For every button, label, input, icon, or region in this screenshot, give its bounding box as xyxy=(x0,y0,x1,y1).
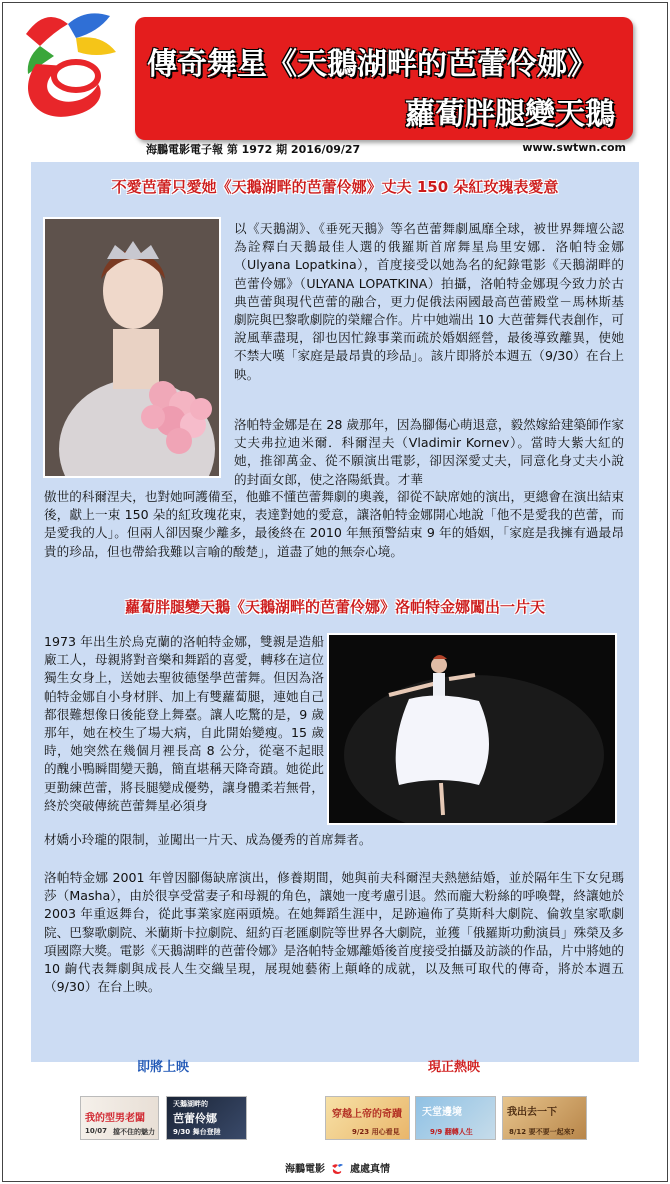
upcoming-movie-2-date: 9/30 舞台登陸 xyxy=(173,1128,221,1136)
article-paragraph-3b: 材嬌小玲瓏的限制，並闖出一片天、成為優秀的首席舞者。 xyxy=(44,832,372,847)
article-paragraph-2a: 洛帕特金娜是在 28 歲那年，因為腳傷心萌退意，毅然嫁給建築師作家丈夫弗拉迪米爾．科爾涅夫（Vladimir Kornev）。當時大紫大紅的她，推卻萬金、從不願演出電影，卻因深愛丈夫，同意化身丈夫小說的封面女郎，使之洛陽紙貴。才華 xyxy=(234,417,624,487)
website-link[interactable]: www.swtwn.com xyxy=(522,141,626,154)
upcoming-movie-1-sub: 擋不住的魅力 xyxy=(113,1128,155,1136)
upcoming-movie-1[interactable] xyxy=(80,1096,159,1140)
title-banner xyxy=(135,17,633,140)
now-movie-2[interactable] xyxy=(415,1096,496,1140)
banner-title-line2: 蘿蔔胖腿變天鵝 xyxy=(405,97,615,132)
section-heading-2: 蘿蔔胖腿變天鵝《天鵝湖畔的芭蕾伶娜》洛帕特金娜闖出一片天 xyxy=(124,598,545,616)
upcoming-movie-1-title: 我的型男老闆 xyxy=(85,1113,145,1124)
ballerina-roses-photo xyxy=(43,217,221,478)
swtwn-logo-icon xyxy=(6,4,134,128)
footer xyxy=(285,1160,390,1175)
upcoming-movie-2[interactable] xyxy=(166,1096,247,1140)
upcoming-movie-1-date: 10/07 xyxy=(85,1127,108,1135)
article-paragraph-4: 洛帕特金娜 2001 年曾因腳傷缺席演出，修養期間，她與前夫科爾涅夫熱戀結婚，並於隔年生下女兒瑪莎（Masha），由於很享受當妻子和母親的角色，讓她一度考慮引退。然而龐大粉絲的呼喚聲，終讓她於 2003 年重返舞台，從此事業家庭兩頭燒。在她舞蹈生涯中，足跡遍佈了莫斯科大劇院、倫敦皇家歌劇院、巴黎歌劇院、米蘭斯卡拉劇院、紐約百老匯劇院等世界各大劇院，並獲「俄羅斯功勳演員」殊榮及多項國際大獎。電影《天鵝湖畔的芭蕾伶娜》是洛帕特金娜離婚後首度接受拍攝及訪談的作品，片中將她的 10 齣代表舞劇與成長人生交織呈現，展現她藝術上顛峰的成就，以及無可取代的傳奇，將於本週五（9/30）在台上映。 xyxy=(44,870,624,995)
now-movie-2-date: 9/9 翻轉人生 xyxy=(430,1128,473,1136)
article-paragraph-2b: 傲世的科爾涅夫，也對她呵護備至，他雖不懂芭蕾舞劇的奧義，卻從不缺席她的演出，更總會在演出結束後，獻上一束 150 朵的紅玫瑰花束，表達對她的愛意，讓洛帕特金娜開心地說「他不是愛我的芭蕾，而是愛我的人」。但兩人卻因聚少離多，最後終在 2010 年無預警結束 9 年的婚姻，「家庭是我擁有過最昂貴的珍品，但也帶給我難以言喻的酸楚」，道盡了她的無奈心境。 xyxy=(44,489,624,559)
section-heading-1: 不愛芭蕾只愛她《天鵝湖畔的芭蕾伶娜》丈夫 150 朵紅玫瑰表愛意 xyxy=(111,178,559,196)
now-movie-2-title: 天堂邊境 xyxy=(422,1107,462,1118)
footer-company: 海鵬電影 xyxy=(285,1164,325,1175)
now-movie-3-title: 我出去一下 xyxy=(507,1107,557,1118)
footer-logo-icon xyxy=(330,1163,344,1175)
article-paragraph-3a: 1973 年出生於烏克蘭的洛帕特金娜，雙親是造船廠工人，母親將對音樂和舞蹈的喜愛，轉移在這位獨生女身上，送她去聖彼德堡學芭蕾舞。但因為洛帕特金娜自小身材胖、加上有雙蘿蔔腿，連她自己都很難想像日後能登上舞臺。讓人吃驚的是，9 歲那年，她在校生了場大病，自此開始變瘦。15 歲時，她突然在幾個月裡長高 8 公分，從毫不起眼的醜小鴨瞬間變天鵝，簡直堪稱天降奇蹟。她從此更勤練芭蕾，將長腿變成優勢，讓身體柔若無骨，終於突破傳統芭蕾舞星必須身 xyxy=(44,634,324,813)
upcoming-movie-2-top: 天鵝湖畔的 xyxy=(173,1100,208,1108)
now-movie-3-date: 8/12 要不要一起來? xyxy=(509,1128,575,1136)
now-movie-1[interactable] xyxy=(325,1096,410,1140)
issue-info: 海鵬電影電子報 第 1972 期 2016/09/27 xyxy=(146,143,361,156)
now-movie-1-date: 9/23 用心看見 xyxy=(352,1128,400,1136)
now-movie-3[interactable] xyxy=(502,1096,587,1140)
ballerina-stage-photo xyxy=(327,633,617,825)
banner-title-line1: 傳奇舞星《天鵝湖畔的芭蕾伶娜》 xyxy=(147,47,597,82)
upcoming-label: 即將上映 xyxy=(137,1060,190,1075)
now-movie-1-title: 穿越上帝的奇蹟 xyxy=(332,1109,402,1120)
upcoming-movie-2-title: 芭蕾伶娜 xyxy=(173,1112,217,1125)
now-showing-label: 現正熱映 xyxy=(428,1060,481,1075)
footer-slogan: 處處真情 xyxy=(349,1164,390,1175)
article-paragraph-1: 以《天鵝湖》、《垂死天鵝》等名芭蕾舞劇風靡全球，被世界舞壇公認為詮釋白天鵝最佳人選的俄羅斯首席舞星烏里安娜．洛帕特金娜（Ulyana Lopatkina），首度接受以她為名的紀錄電影《天鵝湖畔的芭蕾伶娜》（ULYANA LOPATKINA）拍攝，洛帕特金娜現今致力於古典芭蕾與現代芭蕾的融合，更力促俄法兩國最高芭蕾殿堂－馬林斯基劇院與巴黎歌劇院的榮耀合作。片中她端出 10 大芭蕾舞代表創作，可說風華盡現，卻也因忙錄事業而疏於婚姻經營，最後導致離異，使她不禁大嘆「家庭是最昂貴的珍品」。該片即將於本週五（9/30）在台上映。 xyxy=(234,221,624,382)
